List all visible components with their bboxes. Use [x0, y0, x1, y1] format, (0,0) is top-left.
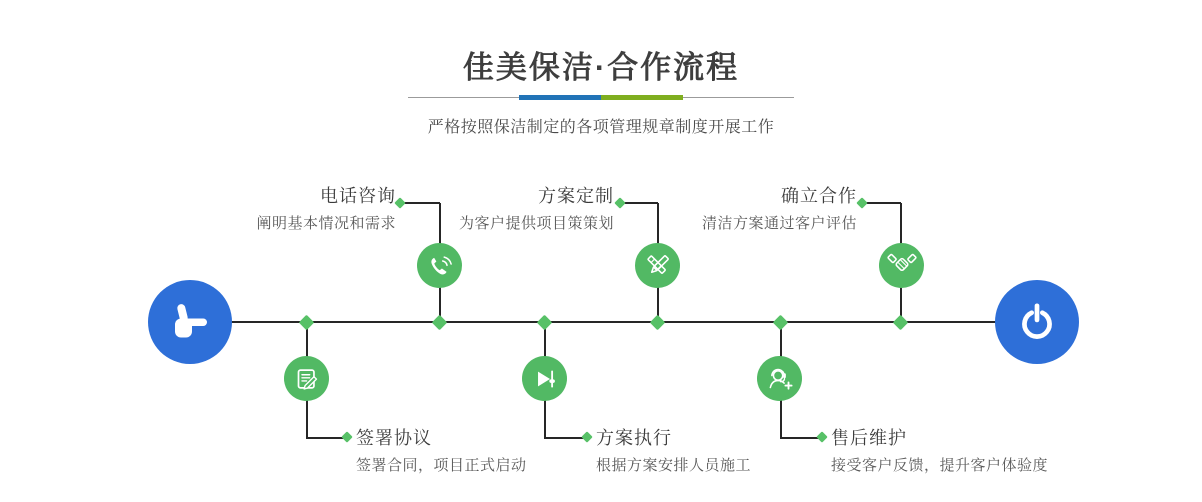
timeline-node-diamond: [432, 314, 448, 330]
step-title: 签署协议: [356, 428, 432, 448]
step-title: 售后维护: [831, 428, 907, 448]
step-desc: 为客户提供项目策策划: [458, 214, 614, 232]
step-circle-cooperation: [879, 243, 924, 288]
label-diamond: [341, 431, 352, 442]
divider-green-segment: [601, 95, 683, 100]
phone-icon: [423, 249, 457, 283]
timeline-line: [196, 321, 1036, 323]
label-diamond: [856, 197, 867, 208]
start-node: [148, 280, 232, 364]
step-label-phone-consult: [166, 186, 396, 233]
play-slider-icon: [528, 362, 562, 396]
end-node: [995, 280, 1079, 364]
headset-person-icon: [763, 362, 797, 396]
step-desc: 根据方案安排人员施工: [596, 456, 752, 474]
step-title: 电话咨询: [320, 186, 396, 206]
step-label-plan-design: [384, 186, 614, 233]
step-desc: 签署合同，项目正式启动: [356, 456, 527, 474]
timeline-node-diamond: [299, 314, 315, 330]
label-diamond: [614, 197, 625, 208]
step-title: 确立合作: [781, 186, 857, 206]
connector-top-3-h: [863, 202, 901, 204]
step-desc: 阐明基本情况和需求: [256, 214, 396, 232]
timeline-node-diamond: [650, 314, 666, 330]
step-label-execution: [596, 428, 856, 475]
step-label-after-sales: [831, 428, 1091, 475]
step-label-sign-agreement: [356, 428, 616, 475]
step-title: 方案执行: [596, 428, 672, 448]
step-circle-sign-agreement: [284, 356, 329, 401]
timeline-node-diamond: [537, 314, 553, 330]
step-circle-after-sales: [757, 356, 802, 401]
step-desc: 清洁方案通过客户评估: [701, 214, 857, 232]
page-subtitle: 严格按照保洁制定的各项管理规章制度开展工作: [427, 119, 775, 136]
divider-blue-segment: [519, 95, 601, 100]
hand-pointing-right-icon: [166, 298, 214, 346]
connector-bottom-1-h: [306, 437, 346, 439]
handshake-icon: [885, 249, 919, 283]
step-circle-plan-design: [635, 243, 680, 288]
step-desc: 接受客户反馈，提升客户体验度: [831, 456, 1049, 474]
pencil-ruler-icon: [641, 249, 675, 283]
timeline-node-diamond: [773, 314, 789, 330]
step-label-cooperation: [627, 186, 857, 233]
document-pen-icon: [290, 362, 324, 396]
timeline-node-diamond: [893, 314, 909, 330]
step-circle-execution: [522, 356, 567, 401]
title-divider: [0, 92, 1202, 102]
page-title: 佳美保洁·合作流程: [462, 50, 740, 85]
step-circle-phone: [417, 243, 462, 288]
power-icon: [1014, 299, 1060, 345]
step-title: 方案定制: [538, 186, 614, 206]
